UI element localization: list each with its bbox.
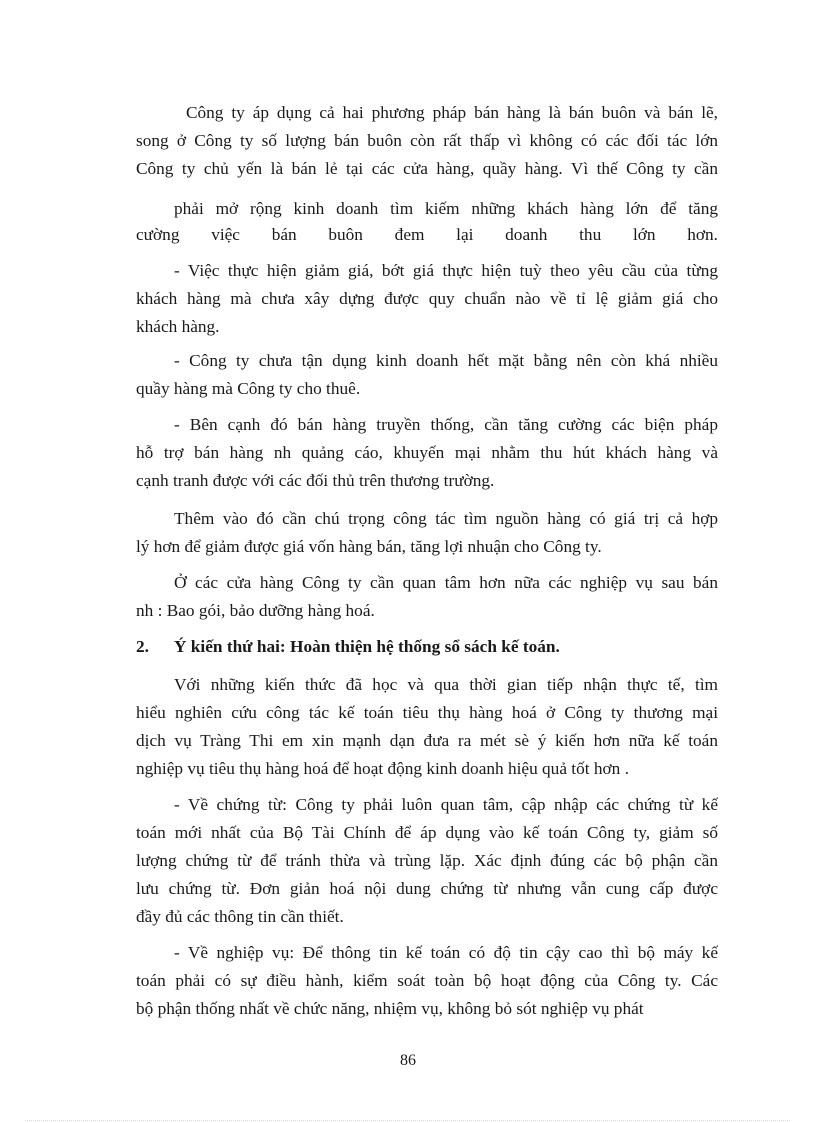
text-line: Công ty chủ yến là bán lẻ tại các cửa hàng, quầy hàng. Vì thế Công ty cần [136, 159, 718, 178]
text-line: toán phải có sự điều hành, kiểm soát toàn bộ hoạt động của Công ty. Các [136, 971, 718, 990]
text-line: Với những kiến thức đã học và qua thời gian tiếp nhận thực tế, tìm [174, 675, 718, 694]
text-line: cạnh tranh được với các đối thủ trên thương trường. [136, 471, 495, 490]
text-line: - Việc thực hiện giảm giá, bớt giá thực hiện tuỳ theo yêu cầu của từng [174, 261, 718, 280]
text-line: - Về nghiệp vụ: Để thông tin kế toán có độ tin cậy cao thì bộ máy kế [174, 943, 718, 962]
text-line: phải mở rộng kinh doanh tìm kiếm những khách hàng lớn để tăng [174, 199, 718, 218]
text-line: - Công ty chưa tận dụng kinh doanh hết mặt bằng nên còn khá nhiều [174, 351, 718, 370]
text-line: Ở các cửa hàng Công ty cần quan tâm hơn nữa các nghiệp vụ sau bán [174, 573, 718, 592]
text-line: lượng chứng từ để tránh thừa và trùng lặp. Xác định đúng các bộ phận cần [136, 851, 718, 870]
text-line: song ở Công ty số lượng bán buôn còn rất thấp vì không có các đối tác lớn [136, 131, 718, 150]
page-bottom-divider [25, 1120, 790, 1121]
text-line: toán mới nhất của Bộ Tài Chính để áp dụng vào kế toán Công ty, giảm số [136, 823, 718, 842]
text-line: khách hàng mà chưa xây dựng được quy chuẩn nào về tỉ lệ giảm giá cho [136, 289, 718, 308]
text-line: Công ty áp dụng cả hai phương pháp bán hàng là bán buôn và bán lẽ, [186, 103, 718, 122]
text-line: quầy hàng mà Công ty cho thuê. [136, 379, 361, 398]
text-line: nh : Bao gói, bảo dưỡng hàng hoá. [136, 601, 375, 620]
section-number: 2. [136, 637, 149, 656]
text-line: cường việc bán buôn đem lại doanh thu lớn hơn. [136, 225, 718, 244]
text-line: khách hàng. [136, 317, 220, 336]
text-line: nghiệp vụ tiêu thụ hàng hoá để hoạt động kinh doanh hiệu quả tốt hơn . [136, 759, 629, 778]
text-line: đầy đủ các thông tin cần thiết. [136, 907, 344, 926]
text-line: bộ phận thống nhất về chức năng, nhiệm vụ, không bỏ sót nghiệp vụ phát [136, 999, 644, 1018]
text-line: dịch vụ Tràng Thi em xin mạnh dạn đưa ra mét sè ý kiến hơn nữa kế toán [136, 731, 718, 750]
text-line: lưu chứng từ. Đơn giản hoá nội dung chứng từ nhưng vẫn cung cấp được [136, 879, 718, 898]
text-line: hiểu nghiên cứu công tác kế toán tiêu thụ hàng hoá ở Công ty thương mại [136, 703, 718, 722]
text-line: Thêm vào đó cần chú trọng công tác tìm nguồn hàng có giá trị cả hợp [174, 509, 718, 528]
text-line: hỗ trợ bán hàng nh quảng cáo, khuyến mại nhằm thu hút khách hàng và [136, 443, 718, 462]
text-line: - Bên cạnh đó bán hàng truyền thống, cần tăng cường các biện pháp [174, 415, 718, 434]
section-heading: Ý kiến thứ hai: Hoàn thiện hệ thống sổ sách kế toán. [174, 637, 560, 656]
text-line: - Về chứng từ: Công ty phải luôn quan tâm, cập nhập các chứng từ kế [174, 795, 718, 814]
text-line: lý hơn để giảm được giá vốn hàng bán, tăng lợi nhuận cho Công ty. [136, 537, 602, 556]
page-number: 86 [400, 1052, 416, 1069]
